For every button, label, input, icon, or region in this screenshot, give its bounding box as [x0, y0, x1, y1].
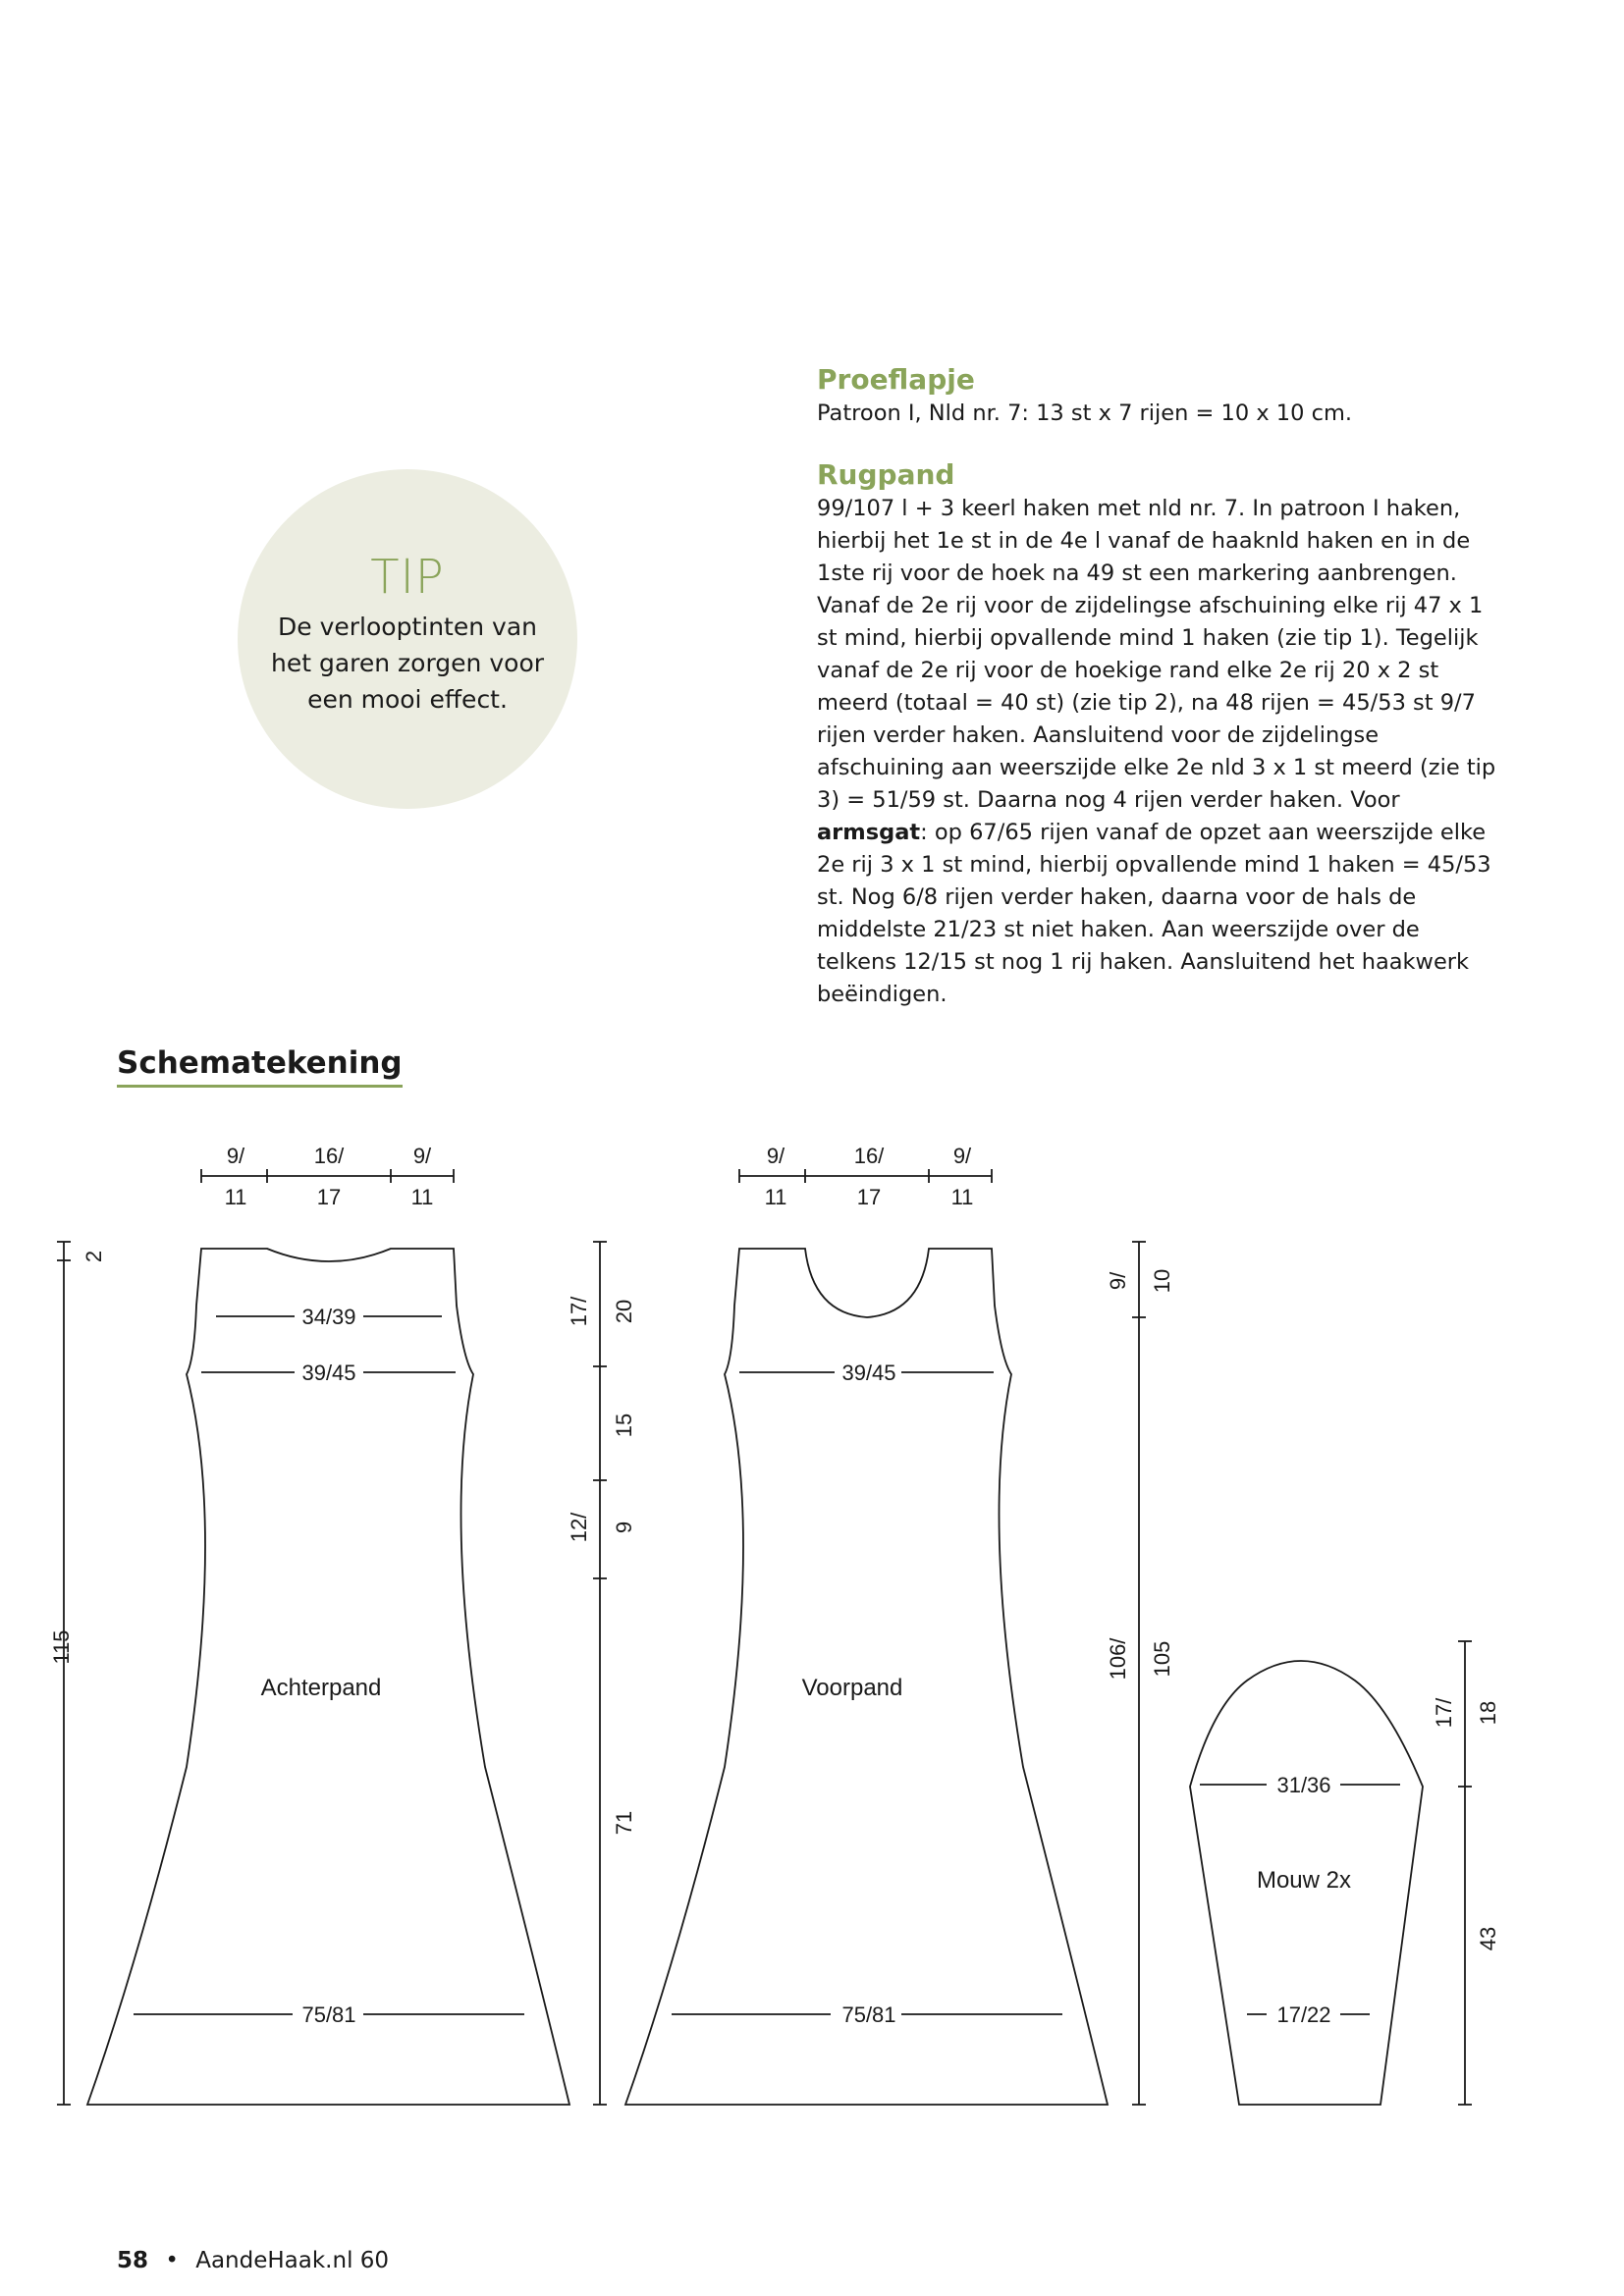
voorpand-top-width-1-top: 9/	[766, 1144, 785, 1168]
achterpand-shoulder-drop: 2	[81, 1250, 106, 1263]
tip-title: TIP	[370, 550, 445, 605]
schema-heading: Schematekening	[117, 1045, 403, 1088]
voorpand-top-width-2-top: 16/	[853, 1144, 885, 1168]
rugpand-bold-word: armsgat	[817, 820, 921, 845]
voorpand-top-width-1-bottom: 11	[764, 1185, 787, 1209]
front-neck-bottom: 10	[1150, 1268, 1174, 1294]
side-lower-bottom: 9	[612, 1521, 636, 1534]
voorpand-top-width-3-bottom: 11	[950, 1185, 974, 1209]
voorpand-top-width-2-bottom: 17	[856, 1185, 882, 1209]
achterpand-top-width-2-bottom: 17	[316, 1185, 342, 1209]
voorpand-chest-width: 39/45	[841, 1361, 896, 1385]
mouw-upper-width: 31/36	[1276, 1773, 1331, 1797]
achterpand-label: Achterpand	[260, 1675, 382, 1701]
mouw-cap-top: 17/	[1432, 1697, 1456, 1729]
rugpand-text-after: : op 67/65 rijen vanaf de opzet aan weerszijde elke 2e rij 3 x 1 st mind, hierbij opvallende mind 1 haken = 45/53 st. Nog 6/8 rijen verder haken, daarna voor de hals de middelste 21/23 st niet haken. Aan weerszijde over de telkens 12/15 st nog 1 rij haken. Aansluitend het haakwerk beëindigen.	[817, 820, 1491, 1007]
voorpand-hem-width: 75/81	[841, 2002, 896, 2027]
achterpand-top-width-3-bottom: 11	[410, 1185, 434, 1209]
achterpand-chest-width: 39/45	[301, 1361, 356, 1385]
achterpand-top-width-3-top: 9/	[412, 1144, 432, 1168]
front-body-top: 106/	[1106, 1637, 1130, 1681]
proeflapje-heading: Proeflapje	[817, 363, 975, 396]
achterpand-top-width-1-top: 9/	[226, 1144, 245, 1168]
achterpand-total-height: 115	[49, 1629, 74, 1665]
side-upper-bottom: 20	[612, 1299, 636, 1324]
mouw-length: 43	[1476, 1926, 1500, 1951]
front-neck-top: 9/	[1106, 1271, 1130, 1291]
footer-bullet: •	[165, 2248, 179, 2273]
mouw-cap-bottom: 18	[1476, 1700, 1500, 1726]
voorpand-label: Voorpand	[801, 1675, 903, 1701]
front-body-bottom: 105	[1150, 1640, 1174, 1678]
side-lower-top: 12/	[567, 1512, 591, 1543]
achterpand-hem-width: 75/81	[301, 2002, 356, 2027]
mouw-lower-width: 17/22	[1276, 2002, 1331, 2027]
achterpand-top-width-2-top: 16/	[313, 1144, 345, 1168]
proeflapje-text: Patroon I, Nld nr. 7: 13 st x 7 rijen = 10 x 10 cm.	[817, 400, 1353, 426]
tip-text: De verlooptinten van het garen zorgen voor een mooi effect.	[270, 613, 545, 714]
side-upper-top: 17/	[567, 1296, 591, 1327]
side-skirt: 71	[612, 1810, 636, 1836]
side-mid: 15	[612, 1413, 636, 1438]
rugpand-heading: Rugpand	[817, 458, 955, 491]
page-footer	[117, 2248, 389, 2273]
achterpand-top-width-1-bottom: 11	[224, 1185, 247, 1209]
rugpand-text-before: 99/107 l + 3 keerl haken met nld nr. 7. In patroon I haken, hierbij het 1e st in de 4e l vanaf de haaknld haken en in de 1ste rij voor de hoek na 49 st een markering aanbrengen. Vanaf de 2e rij voor de zijdelingse afschuining elke rij 47 x 1 st mind, hierbij opvallende mind 1 haken (zie tip 1). Tegelijk vanaf de 2e rij voor de hoekige rand elke 2e rij 20 x 2 st meerd (totaal = 40 st) (zie tip 2), na 48 rijen = 45/53 st 9/7 rijen verder haken. Aansluitend voor de zijdelingse afschuining aan weerszijde elke 2e nld 3 x 1 st meerd (zie tip 3) = 51/59 st. Daarna nog 4 rijen verder haken. Voor	[817, 496, 1496, 813]
mouw-label: Mouw 2x	[1256, 1867, 1352, 1894]
page-number: 58	[117, 2248, 149, 2273]
achterpand-neck-width: 34/39	[301, 1305, 356, 1329]
voorpand-top-width-3-top: 9/	[952, 1144, 972, 1168]
publication-name: AandeHaak.nl 60	[195, 2248, 390, 2273]
